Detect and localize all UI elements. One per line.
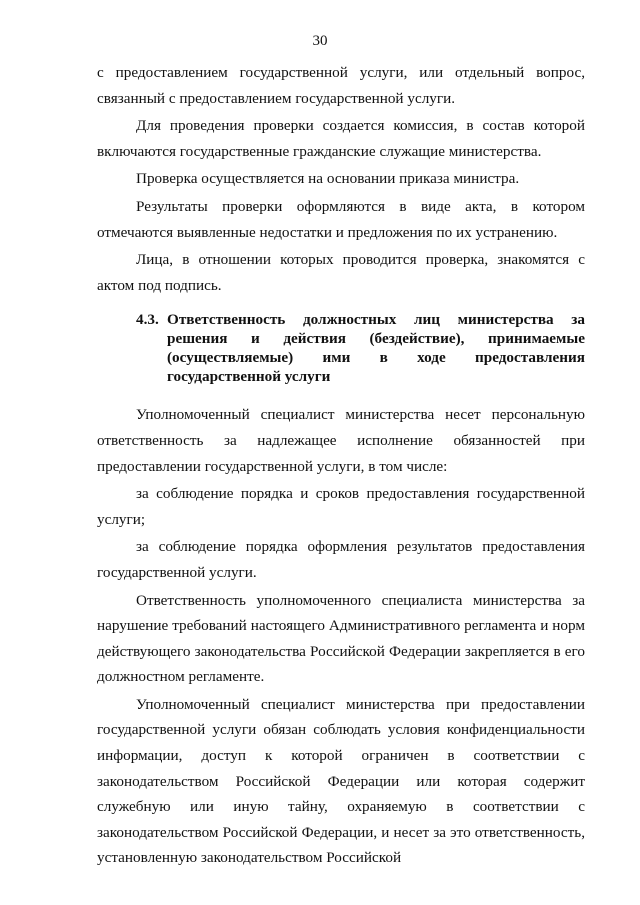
section-heading [97, 310, 585, 386]
paragraph: за соблюдение порядка оформления результатов предоставления государственной услуги. [97, 538, 585, 581]
paragraph: Ответственность уполномоченного специалиста министерства за нарушение требований настоящего Административного регламента и норм действующего законодательства Российской Федерации закрепляется в его должностном регламенте. [97, 591, 585, 686]
paragraph: за соблюдение порядка и сроков предоставления государственной услуги; [97, 485, 585, 528]
paragraph: с предоставлением государственной услуги, или отдельный вопрос, связанный с предоставлением государственной услуги. [97, 64, 585, 107]
paragraph: Для проведения проверки создается комиссия, в состав которой включаются государственные гражданские служащие министерства. [97, 117, 585, 160]
section-title: Ответственность должностных лиц министерства за решения и действия (бездействие), принимаемые (осуществляемые) ими в ходе предоставления государственной услуги [167, 311, 585, 386]
page-number: 30 [312, 33, 328, 49]
document-body [97, 60, 585, 873]
paragraph: Уполномоченный специалист министерства при предоставлении государственной услуги обязан соблюдать условия конфиденциальности информации, доступ к которой ограничен в соответствии с законодательством Российской Федерации или которая содержит служебную или иную тайну, охраняемую в соответствии с законодательством Российской Федерации, и несет за это ответственность, установленную законодательством Российской [97, 695, 585, 867]
paragraph: Лица, в отношении которых проводится проверка, знакомятся с актом под подпись. [97, 251, 585, 294]
paragraph: Проверка осуществляется на основании приказа министра. [136, 170, 520, 188]
paragraph: Уполномоченный специалист министерства несет персональную ответственность за надлежащее исполнение обязанностей при предоставлении государственной услуги, в том числе: [97, 406, 585, 475]
section-number: 4.3. [136, 311, 159, 329]
paragraph: Результаты проверки оформляются в виде акта, в котором отмечаются выявленные недостатки и предложения по их устранению. [97, 197, 585, 241]
